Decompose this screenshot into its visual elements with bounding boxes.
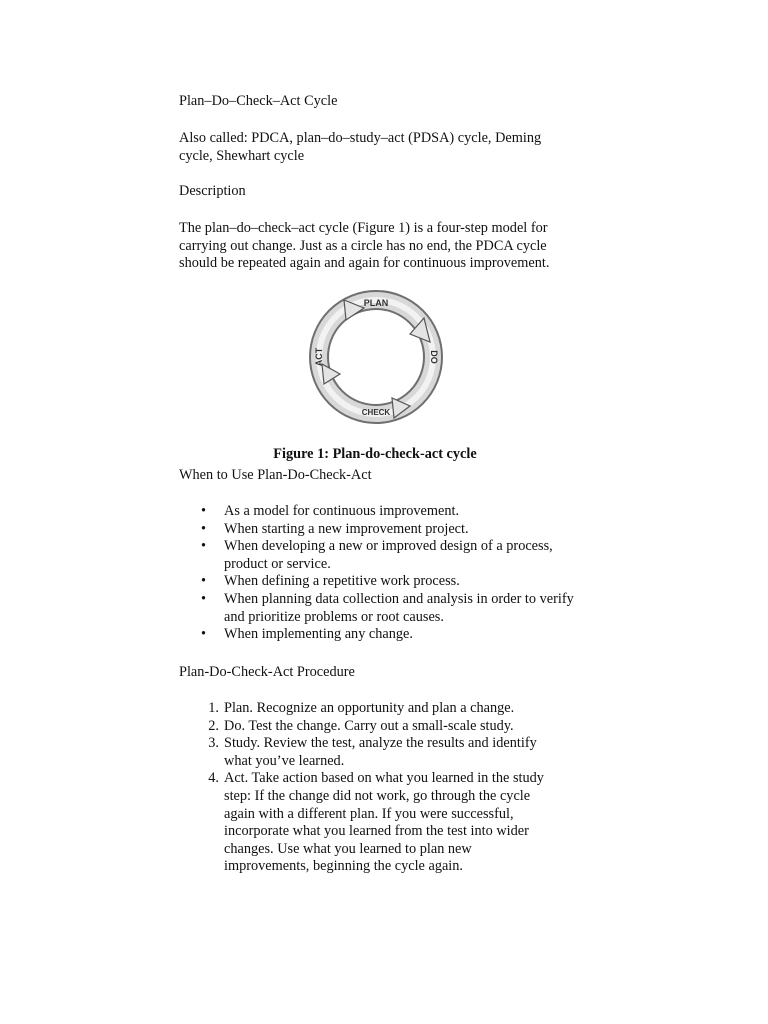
label-act: ACT — [314, 347, 324, 367]
description-text: The plan–do–check–act cycle (Figure 1) is a four-step model for carrying out change. Just as a circle has no end, the PDCA cycle should be repeated again and again for continuous improvement. — [179, 220, 550, 272]
list-item: • When defining a repetitive work process. — [201, 573, 460, 590]
bullet-icon: • — [201, 590, 207, 607]
procedure-heading: Plan-Do-Check-Act Procedure — [179, 664, 355, 680]
also-called-text: Also called: PDCA, plan–do–study–act (PDSA) cycle, Deming cycle, Shewhart cycle — [179, 130, 542, 164]
label-check: CHECK — [361, 408, 391, 417]
list-item: 2. Do. Test the change. Carry out a small-scale study. — [179, 718, 549, 736]
document-title: Plan–Do–Check–Act Cycle — [179, 93, 338, 109]
bullet-icon: • — [201, 503, 207, 519]
list-item: • When planning data collection and analysis in order to verify and prioritize problems or root causes. — [201, 590, 574, 625]
pdca-cycle-diagram — [306, 288, 446, 426]
label-do: DO — [429, 350, 439, 364]
list-item: • As a model for continuous improvement. — [201, 503, 460, 519]
cycle-ring-highlight — [319, 300, 433, 414]
step-number: 2. — [208, 717, 219, 734]
figure-caption: Figure 1: Plan-do-check-act cycle — [273, 446, 477, 463]
step-number: 3. — [208, 735, 219, 752]
label-plan: PLAN — [363, 298, 389, 308]
bullet-icon: • — [201, 538, 207, 555]
procedure-list — [179, 700, 549, 876]
list-item: 4. Act. Take action based on what you learned in the study step: If the change did not work, go through the cycle again with a different plan. If you were successful, incorporate what you learned from the test into wider changes. Use what you learned to plan new improvements, beginning the cycle again. — [179, 770, 549, 876]
list-item: 3. Study. Review the test, analyze the results and identify what you’ve learned. — [179, 735, 549, 770]
list-item: • When developing a new or improved design of a process, product or service. — [201, 538, 553, 572]
step-number: 1. — [208, 700, 219, 716]
list-item: • When implementing any change. — [201, 626, 413, 643]
bullet-icon: • — [201, 520, 207, 537]
list-item: 1. Plan. Recognize an opportunity and plan a change. — [179, 700, 549, 718]
bullet-icon: • — [201, 626, 207, 643]
bullet-icon: • — [201, 573, 207, 590]
when-to-use-heading: When to Use Plan-Do-Check-Act — [179, 467, 372, 483]
description-heading: Description — [179, 183, 246, 199]
list-item: • When starting a new improvement project. — [201, 520, 469, 537]
step-number: 4. — [208, 770, 219, 787]
pdca-cycle-figure — [306, 288, 446, 426]
when-to-use-list — [179, 503, 579, 644]
